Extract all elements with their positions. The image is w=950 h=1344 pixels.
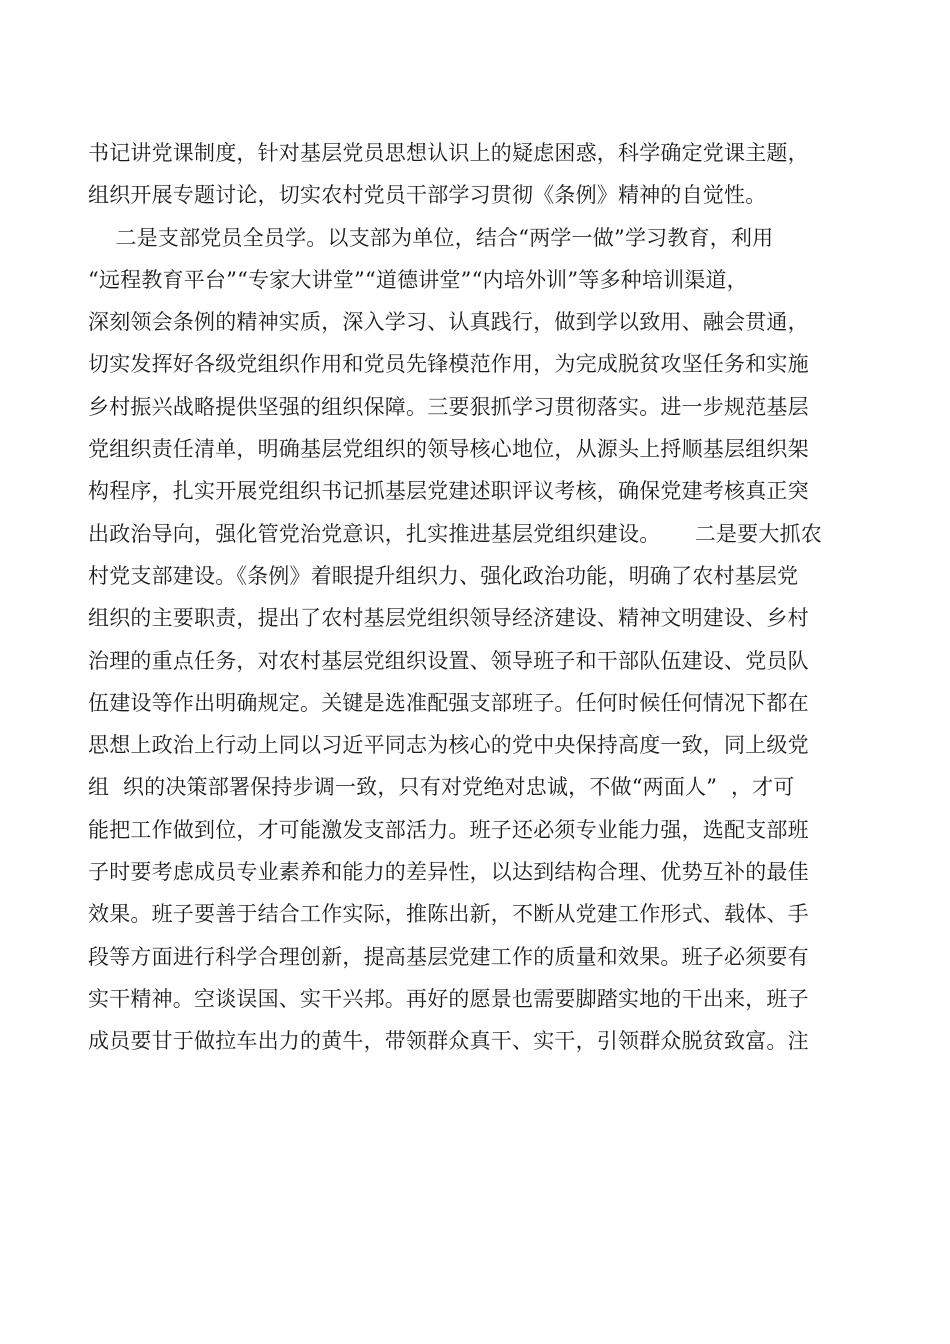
text-line: 出政治导向，强化管党治党意识，扎实推进基层党组织建设。 二是要大抓农	[88, 521, 822, 546]
text-line: 书记讲党课制度，针对基层党员思想认识上的疑虑困惑，科学确定党课主题，	[88, 141, 809, 165]
text-line: “远程教育平台”“专家大讲堂”“道德讲堂”“内培外训”等多种培训渠道，	[88, 267, 748, 292]
text-line: 村党支部建设。《条例》着眼提升组织力、强化政治功能，明确了农村基层党	[88, 563, 799, 588]
text-line: 二是支部党员全员学。以支部为单位，结合“两学一做”学习教育，利用	[88, 225, 774, 250]
text-line: 实干精神。空谈误国、实干兴邦。再好的愿景也需要脚踏实地的干出来，班子	[88, 986, 809, 1011]
text-line: 能把工作做到位，才可能激发支部活力。班子还必须专业能力强，选配支部班	[88, 817, 809, 842]
text-line: 组织开展专题讨论，切实农村党员干部学习贯彻《条例》精神的自觉性。	[88, 183, 767, 208]
text-line: 乡村振兴战略提供坚强的组织保障。三要狠抓学习贯彻落实。进一步规范基层	[88, 394, 809, 419]
text-line: 段等方面进行科学合理创新，提高基层党建工作的质量和效果。班子必须要有	[88, 944, 809, 969]
text-line: 深刻领会条例的精神实质，深入学习、认真践行，做到学以致用、融会贯通，	[88, 310, 809, 335]
text-line: 构程序，扎实开展党组织书记抓基层党建述职评议考核，确保党建考核真正突	[88, 479, 809, 504]
text-line: 组 织的决策部署保持步调一致，只有对党绝对忠诚，不做“两面人” ，才可	[88, 775, 795, 800]
text-line: 思想上政治上行动上同以习近平同志为核心的党中央保持高度一致，同上级党	[88, 733, 809, 758]
text-line: 效果。班子要善于结合工作实际，推陈出新，不断从党建工作形式、载体、手	[88, 902, 809, 927]
text-line: 组织的主要职责，提出了农村基层党组织领导经济建设、精神文明建设、乡村	[88, 606, 809, 631]
text-line: 切实发挥好各级党组织作用和党员先锋模范作用，为完成脱贫攻坚任务和实施	[88, 352, 809, 377]
body-text	[88, 132, 868, 1063]
text-line: 子时要考虑成员专业素养和能力的差异性，以达到结构合理、优势互补的最佳	[88, 860, 809, 885]
text-line: 党组织责任清单，明确基层党组织的领导核心地位，从源头上捋顺基层组织架	[88, 437, 809, 462]
text-line: 治理的重点任务，对农村基层党组织设置、领导班子和干部队伍建设、党员队	[88, 648, 809, 673]
text-line: 伍建设等作出明确规定。关键是选准配强支部班子。任何时候任何情况下都在	[88, 690, 809, 715]
text-line: 成员要甘于做拉车出力的黄牛，带领群众真干、实干，引领群众脱贫致富。注	[88, 1029, 809, 1054]
